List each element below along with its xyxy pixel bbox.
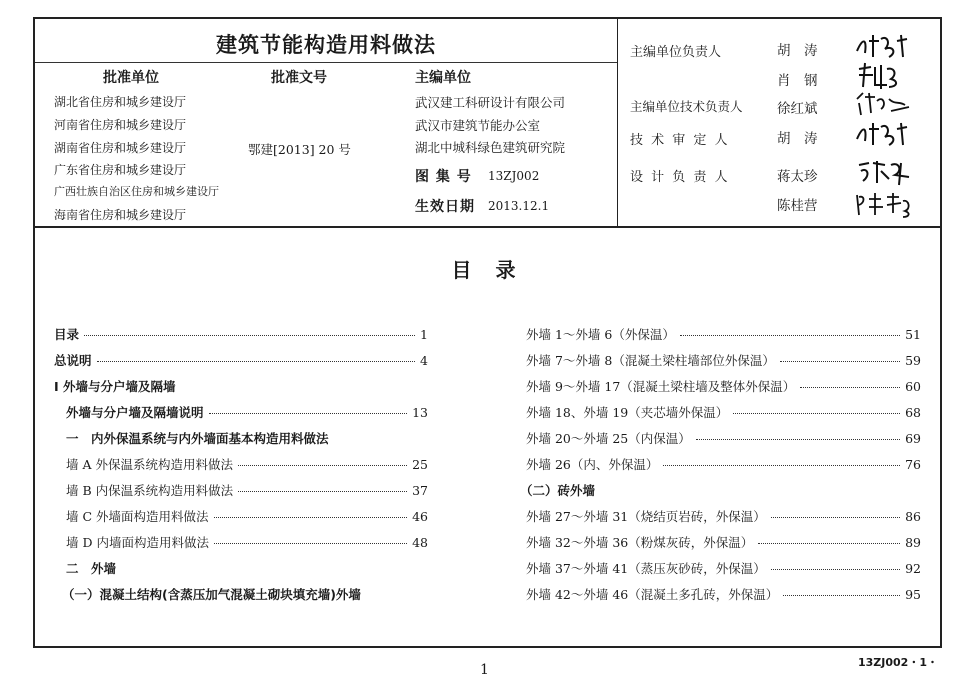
toc-section-heading[interactable] xyxy=(66,429,428,447)
toc-entry-text: 外墙 18、外墙 19（夹芯墙外保温） xyxy=(526,405,729,420)
atlas-page-code: 13ZJ002・1・ xyxy=(858,656,938,669)
toc-entry-page: 95 xyxy=(905,587,921,602)
toc-entry-text: 外墙 32～外墙 36（粉煤灰砖，外保温） xyxy=(526,535,754,550)
toc-entry[interactable] xyxy=(526,585,921,603)
department-item: 河南省住房和城乡建设厅 xyxy=(54,118,187,132)
signature-image xyxy=(853,61,903,91)
toc-entry-page: 89 xyxy=(905,535,921,550)
person-name: 胡 涛 xyxy=(777,131,818,147)
toc-entry-page: 4 xyxy=(420,353,428,368)
toc-entry-page: 37 xyxy=(412,483,428,498)
approval-doc-label: 批准文号 xyxy=(271,70,327,86)
toc-entry[interactable] xyxy=(66,455,428,473)
toc-entry-text: （一）混凝土结构(含蒸压加气混凝土砌块填充墙)外墙 xyxy=(62,587,361,602)
editor-unit-item: 武汉建工科研设计有限公司 xyxy=(415,95,566,110)
toc-entry-page: 48 xyxy=(412,535,428,550)
toc-entry[interactable] xyxy=(526,403,921,421)
toc-entry-text: 外墙 26（内、外保温） xyxy=(526,457,659,472)
toc-entry-text: 外墙 27～外墙 31（烧结页岩砖，外保温） xyxy=(526,509,766,524)
department-item: 湖北省住房和城乡建设厅 xyxy=(54,95,187,109)
department-item: 湖南省住房和城乡建设厅 xyxy=(54,141,187,155)
toc-entry[interactable] xyxy=(66,481,428,499)
atlas-number: 13ZJ002 xyxy=(488,169,540,183)
title-block xyxy=(35,19,940,228)
role-chief-tech-head: 主编单位技术负责人 xyxy=(630,99,743,114)
effective-date: 2013.12.1 xyxy=(488,199,550,213)
toc-entry-page: 86 xyxy=(905,509,921,524)
toc-leader-dots xyxy=(238,465,407,466)
toc-entry[interactable] xyxy=(526,507,921,525)
header-vertical-divider xyxy=(617,19,618,226)
toc-entry-text: 外墙 20～外墙 25（内保温） xyxy=(526,431,691,446)
page-number: 1 xyxy=(480,662,489,678)
toc-entry-page: 59 xyxy=(905,353,921,368)
role-technical-reviewer: 技 术 审 定 人 xyxy=(630,133,730,148)
toc-entry-text: 墙 A 外保温系统构造用料做法 xyxy=(66,457,233,472)
toc-entry-text: 墙 D 内墙面构造用料做法 xyxy=(66,535,209,550)
toc-entry[interactable] xyxy=(526,533,921,551)
toc-entry-text: 一 内外保温系统与内外墙面基本构造用料做法 xyxy=(66,431,329,446)
toc-entry-text: 墙 C 外墙面构造用料做法 xyxy=(66,509,209,524)
title-divider xyxy=(35,62,617,63)
toc-entry-text: 总说明 xyxy=(54,353,92,368)
editor-unit-item: 湖北中城科绿色建筑研究院 xyxy=(415,140,566,155)
toc-entry[interactable] xyxy=(526,377,921,395)
toc-entry-text: 二 外墙 xyxy=(66,561,117,576)
approval-unit-label: 批准单位 xyxy=(103,70,159,86)
person-name: 胡 涛 xyxy=(777,43,818,59)
signature-image xyxy=(853,31,913,61)
toc-entry-page: 46 xyxy=(412,509,428,524)
signature-image xyxy=(853,119,913,149)
toc-entry-text: 外墙与分户墙及隔墙说明 xyxy=(66,405,204,420)
toc-leader-dots xyxy=(696,439,900,440)
department-item: 广西壮族自治区住房和城乡建设厅 xyxy=(54,185,219,198)
toc-entry-page: 68 xyxy=(905,405,921,420)
toc-leader-dots xyxy=(780,361,900,362)
toc-leader-dots xyxy=(783,595,900,596)
toc-entry-text: 外墙 1～外墙 6（外保温） xyxy=(526,327,675,342)
toc-entry[interactable] xyxy=(66,507,428,525)
signature-image xyxy=(853,189,915,219)
toc-leader-dots xyxy=(758,543,900,544)
toc-entry[interactable] xyxy=(66,403,428,421)
toc-entry-text: （二）砖外墙 xyxy=(520,483,596,498)
department-item: 海南省住房和城乡建设厅 xyxy=(54,208,187,222)
toc-entry-text: 外墙 42～外墙 46（混凝土多孔砖，外保温） xyxy=(526,587,779,602)
toc-leader-dots xyxy=(214,517,408,518)
toc-entry-page: 69 xyxy=(905,431,921,446)
toc-leader-dots xyxy=(238,491,407,492)
toc-leader-dots xyxy=(663,465,900,466)
effective-date-label: 生效日期 xyxy=(415,199,475,215)
toc-entry-page: 13 xyxy=(412,405,428,420)
person-name: 肖 钢 xyxy=(777,73,818,89)
toc-entry-page: 1 xyxy=(420,327,428,342)
toc-entry-text: 目录 xyxy=(54,327,80,342)
toc-entry[interactable] xyxy=(54,351,428,369)
toc-title: 目 录 xyxy=(451,258,518,282)
toc-entry[interactable] xyxy=(66,533,428,551)
toc-entry-page: 51 xyxy=(905,327,921,342)
role-design-lead: 设 计 负 责 人 xyxy=(630,170,730,185)
toc-leader-dots xyxy=(209,413,408,414)
person-name: 蒋太珍 xyxy=(777,169,818,185)
toc-entry-page: 92 xyxy=(905,561,921,576)
document-title: 建筑节能构造用料做法 xyxy=(216,33,436,57)
toc-entry-text: 外墙 7～外墙 8（混凝土梁柱墙部位外保温） xyxy=(526,353,775,368)
toc-section-heading[interactable] xyxy=(62,585,428,603)
signature-image xyxy=(853,89,913,117)
toc-leader-dots xyxy=(800,387,900,388)
toc-leader-dots xyxy=(97,361,416,362)
person-name: 陈桂营 xyxy=(777,198,818,214)
toc-entry-text: 墙 B 内保温系统构造用料做法 xyxy=(66,483,234,498)
toc-entry-page: 25 xyxy=(412,457,428,472)
toc-leader-dots xyxy=(680,335,900,336)
role-chief-unit-head: 主编单位负责人 xyxy=(630,45,722,60)
toc-leader-dots xyxy=(771,569,900,570)
atlas-number-label: 图 集 号 xyxy=(415,169,472,185)
toc-leader-dots xyxy=(733,413,900,414)
editor-unit-item: 武汉市建筑节能办公室 xyxy=(415,118,541,133)
editor-unit-label: 主编单位 xyxy=(415,70,471,86)
toc-entry-text: 外墙 37～外墙 41（蒸压灰砂砖，外保温） xyxy=(526,561,766,576)
toc-leader-dots xyxy=(84,335,415,336)
toc-entry[interactable] xyxy=(526,325,921,343)
toc-entry[interactable] xyxy=(526,455,921,473)
toc-leader-dots xyxy=(214,543,407,544)
toc-section-heading[interactable] xyxy=(54,377,428,395)
toc-entry[interactable] xyxy=(54,325,428,343)
signature-image xyxy=(855,157,915,187)
toc-entry-page: 60 xyxy=(905,379,921,394)
toc-entry[interactable] xyxy=(526,351,921,369)
toc-entry[interactable] xyxy=(526,429,921,447)
toc-entry[interactable] xyxy=(526,559,921,577)
toc-entry-text: Ⅰ 外墙与分户墙及隔墙 xyxy=(54,379,176,394)
person-name: 徐红斌 xyxy=(777,101,818,117)
toc-entry-text: 外墙 9～外墙 17（混凝土梁柱墙及整体外保温） xyxy=(526,379,796,394)
toc-section-heading[interactable] xyxy=(520,481,921,499)
toc-entry-page: 76 xyxy=(905,457,921,472)
department-item: 广东省住房和城乡建设厅 xyxy=(54,163,187,177)
toc-section-heading[interactable] xyxy=(66,559,428,577)
approval-number: 鄂建[2013] 20 号 xyxy=(248,142,351,157)
toc-leader-dots xyxy=(771,517,900,518)
